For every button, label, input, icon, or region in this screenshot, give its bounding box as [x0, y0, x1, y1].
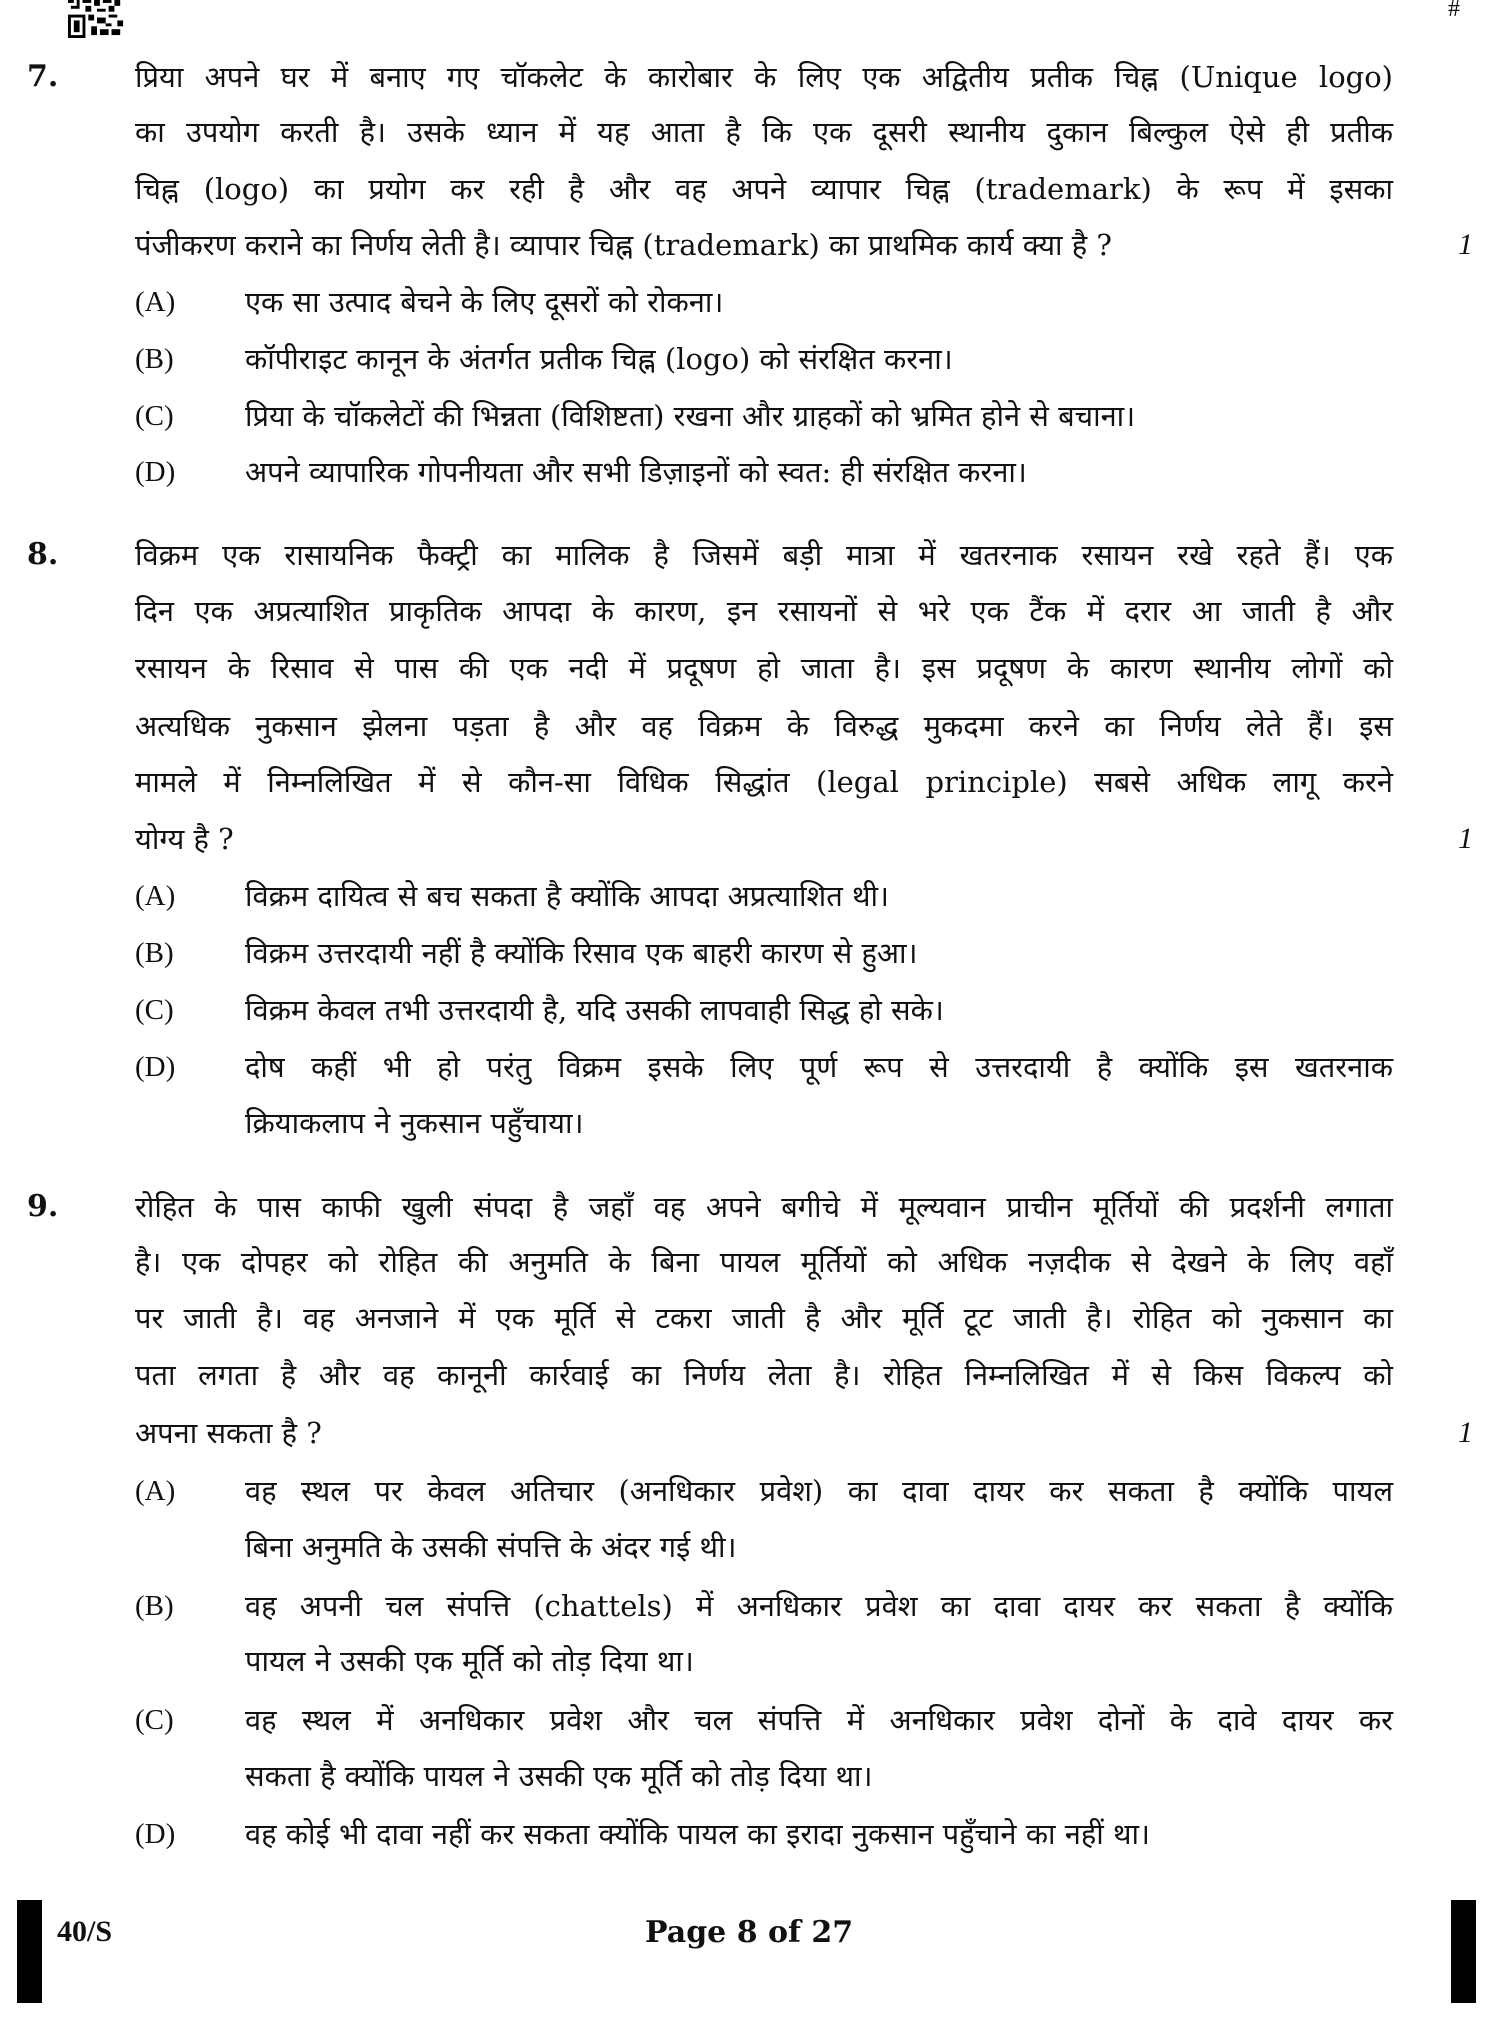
option-label: (C) [135, 1704, 174, 1736]
question-text-line: का उपयोग करती है। उसके ध्यान में यह आता है कि एक दूसरी स्थानीय दुकान बिल्कुल ऐसे ही प्रतीक [135, 115, 1393, 149]
question-text-line: है। एक दोपहर को रोहित की अनुमति के बिना पायल मूर्तियों को अधिक नज़दीक से देखने के लिए वहाँ [135, 1245, 1393, 1279]
question-text-line: विक्रम एक रासायनिक फैक्ट्री का मालिक है जिसमें बड़ी मात्रा में खतरनाक रसायन रखे रहते हैं। एक [135, 538, 1393, 572]
option-text: वह स्थल पर केवल अतिचार (अनधिकार प्रवेश) का दावा दायर कर सकता है क्योंकि पायल [245, 1474, 1393, 1508]
option-text: पायल ने उसकी एक मूर्ति को तोड़ दिया था। [245, 1644, 694, 1678]
question-number: 7. [27, 59, 59, 94]
option-text: सकता है क्योंकि पायल ने उसकी एक मूर्ति को तोड़ दिया था। [245, 1759, 873, 1793]
option-label: (A) [135, 880, 176, 912]
option-label: (C) [135, 400, 174, 432]
option-text: वह कोई भी दावा नहीं कर सकता क्योंकि पायल का इरादा नुकसान पहुँचाने का नहीं था। [245, 1817, 1151, 1851]
question-text-line: मामले में निम्नलिखित में से कौन-सा विधिक सिद्धांत (legal principle) सबसे अधिक लागू करने [135, 765, 1393, 799]
corner-mark: # [1448, 0, 1460, 22]
option-label: (B) [135, 937, 174, 969]
option-text: प्रिया के चॉकलेटों की भिन्नता (विशिष्टता) रखना और ग्राहकों को भ्रमित होने से बचाना। [245, 399, 1136, 433]
option-label: (B) [135, 343, 174, 375]
option-text: क्रियाकलाप ने नुकसान पहुँचाया। [245, 1106, 584, 1140]
footer-bar-right [1451, 1900, 1476, 2003]
question-text-line: योग्य है ? [135, 822, 234, 856]
option-text: बिना अनुमति के उसकी संपत्ति के अंदर गई थी। [245, 1530, 737, 1564]
marks-label: 1 [1458, 822, 1473, 855]
option-text: विक्रम उत्तरदायी नहीं है क्योंकि रिसाव एक बाहरी कारण से हुआ। [245, 936, 918, 970]
option-label: (D) [135, 1051, 176, 1083]
question-text-line: रोहित के पास काफी खुली संपदा है जहाँ वह अपने बगीचे में मूल्यवान प्राचीन मूर्तियों की प्रदर्शनी लगाता [135, 1190, 1393, 1224]
question-text-line: पता लगता है और वह कानूनी कार्रवाई का निर्णय लेता है। रोहित निम्नलिखित में से किस विकल्प को [135, 1358, 1393, 1392]
qr-code-icon [68, 0, 126, 38]
option-text: विक्रम केवल तभी उत्तरदायी है, यदि उसकी लापवाही सिद्ध हो सके। [245, 993, 944, 1027]
option-label: (A) [135, 1475, 176, 1507]
option-text: विक्रम दायित्व से बच सकता है क्योंकि आपदा अप्रत्याशित थी। [245, 879, 889, 913]
marks-label: 1 [1458, 228, 1473, 261]
question-text-line: प्रिया अपने घर में बनाए गए चॉकलेट के कारोबार के लिए एक अद्वितीय प्रतीक चिह्न (Unique logo) [135, 60, 1393, 94]
option-text: वह स्थल में अनधिकार प्रवेश और चल संपत्ति में अनधिकार प्रवेश दोनों के दावे दायर कर [245, 1703, 1393, 1737]
page-number: Page 8 of 27 [645, 1915, 854, 1950]
option-text: वह अपनी चल संपत्ति (chattels) में अनधिकार प्रवेश का दावा दायर कर सकता है क्योंकि [245, 1589, 1393, 1623]
footer-bar-left [17, 1900, 42, 2003]
question-text-line: रसायन के रिसाव से पास की एक नदी में प्रदूषण हो जाता है। इस प्रदूषण के कारण स्थानीय लोगों को [135, 651, 1393, 685]
question-text-line: पंजीकरण कराने का निर्णय लेती है। व्यापार चिह्न (trademark) का प्राथमिक कार्य क्या है ? [135, 228, 1112, 262]
question-number: 8. [27, 537, 59, 572]
question-text-line: दिन एक अप्रत्याशित प्राकृतिक आपदा के कारण, इन रसायनों से भरे एक टैंक में दरार आ जाती है और [135, 594, 1393, 628]
question-text-line: अपना सकता है ? [135, 1416, 322, 1450]
marks-label: 1 [1458, 1416, 1473, 1449]
option-text: एक सा उत्पाद बेचने के लिए दूसरों को रोकना। [245, 285, 724, 319]
option-label: (C) [135, 994, 174, 1026]
paper-code: 40/S [57, 1915, 113, 1948]
option-text: कॉपीराइट कानून के अंतर्गत प्रतीक चिह्न (logo) को संरक्षित करना। [245, 342, 953, 376]
option-text: अपने व्यापारिक गोपनीयता और सभी डिज़ाइनों को स्वत: ही संरक्षित करना। [245, 455, 1027, 489]
option-label: (D) [135, 456, 176, 488]
question-text-line: अत्यधिक नुकसान झेलना पड़ता है और वह विक्रम के विरुद्ध मुकदमा करने का निर्णय लेते हैं। इस [135, 709, 1393, 743]
option-label: (A) [135, 286, 176, 318]
option-text: दोष कहीं भी हो परंतु विक्रम इसके लिए पूर्ण रूप से उत्तरदायी है क्योंकि इस खतरनाक [245, 1050, 1393, 1084]
question-text-line: पर जाती है। वह अनजाने में एक मूर्ति से टकरा जाती है और मूर्ति टूट जाती है। रोहित को नुकसान का [135, 1301, 1393, 1335]
option-label: (B) [135, 1590, 174, 1622]
option-label: (D) [135, 1818, 176, 1850]
question-number: 9. [27, 1189, 59, 1224]
question-text-line: चिह्न (logo) का प्रयोग कर रही है और वह अपने व्यापार चिह्न (trademark) के रूप में इसका [135, 172, 1393, 206]
